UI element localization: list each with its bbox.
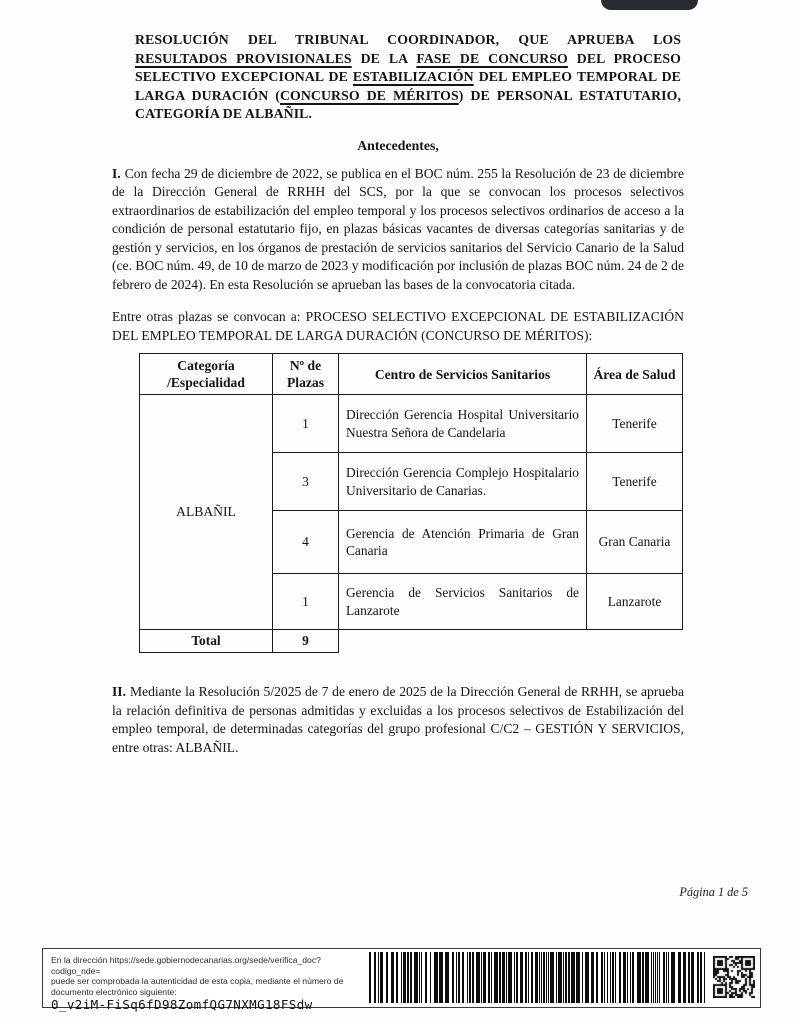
- verification-footer: [42, 948, 761, 1013]
- qr-code-icon: [713, 956, 755, 998]
- floating-overlay-fragment[interactable]: [601, 0, 698, 10]
- area-cell: Tenerife: [587, 453, 683, 511]
- plazas-table: [139, 353, 683, 653]
- paragraph-1-text: Con fecha 29 de diciembre de 2022, se publica en el BOC núm. 255 la Resolución de 23 de diciembre de la Dirección General de RRHH del SCS, por la que se convocan los procesos selectivos extraordinarios de estabilización del empleo temporal y los procesos selectivos ordinarios de acceso a la condición de personal estatutario fijo, en plazas básicas vacantes de diversas categorías sanitarias y de gestión y servicios, en los órganos de prestación de servicios sanitarios del Servicio Canario de la Salud (ce. BOC núm. 49, de 10 de marzo de 2023 y modificación por inclusión de plazas BOC núm. 24 de 2 de febrero de 2024). En esta Resolución se aprueban las bases de la convocatoria citada.: [112, 165, 684, 292]
- table-row: [140, 395, 683, 453]
- paragraph-3: [112, 683, 684, 757]
- paragraph-2: Entre otras plazas se convocan a: PROCESO SELECTIVO EXCEPCIONAL DE ESTABILIZACIÓN DEL EMPLEO TEMPORAL DE LARGA DURACIÓN (CONCURSO DE MÉRITOS):: [112, 309, 684, 343]
- empty-cell: [339, 630, 683, 653]
- barcode-icon: [369, 952, 711, 1003]
- verification-line: En la dirección https://sede.gobiernodecanarias.org/sede/verifica_doc?codigo_nde=: [51, 955, 321, 976]
- document-body: [112, 31, 684, 757]
- total-value-cell: 9: [273, 630, 339, 653]
- centro-cell: Dirección Gerencia Complejo Hospitalario Universitario de Canarias.: [339, 453, 587, 511]
- document-code: 0_v2iM-FiSq6fD98ZomfQG7NXMG18FSdw: [51, 997, 313, 1013]
- document-title: RESOLUCIÓN DEL TRIBUNAL COORDINADOR, QUE APRUEBA LOS RESULTADOS PROVISIONALES DE LA FASE DE CONCURSO DEL PROCESO SELECTIVO EXCEPCIONAL DE ESTABILIZACIÓN DEL EMPLEO TEMPORAL DE LARGA DURACIÓN (CONCURSO DE MÉRITOS) DE PERSONAL ESTATUTARIO, CATEGORÍA DE ALBAÑIL.: [135, 32, 682, 122]
- category-cell: ALBAÑIL: [140, 395, 273, 630]
- verification-line: documento electrónico siguiente:: [51, 986, 177, 997]
- total-label-cell: Total: [140, 630, 273, 653]
- plazas-cell: 1: [273, 395, 339, 453]
- area-cell: Lanzarote: [587, 574, 683, 630]
- verification-line: puede ser comprobada la autenticidad de esta copia, mediante el número de: [51, 976, 344, 987]
- paragraph-1: [112, 165, 684, 295]
- header-plazas: Nº de Plazas: [273, 354, 339, 395]
- table-header-row: [140, 354, 683, 395]
- area-cell: Gran Canaria: [587, 511, 683, 574]
- header-centro: Centro de Servicios Sanitarios: [339, 354, 587, 395]
- centro-cell: Dirección Gerencia Hospital Universitario Nuestra Señora de Candelaria: [339, 395, 587, 453]
- centro-cell: Gerencia de Atención Primaria de Gran Canaria: [339, 511, 587, 574]
- header-area: Área de Salud: [587, 354, 683, 395]
- table-total-row: [140, 630, 683, 653]
- plazas-cell: 1: [273, 574, 339, 630]
- paragraph-1-numeral: I.: [112, 165, 121, 181]
- plazas-cell: 3: [273, 453, 339, 511]
- header-categoria: Categoría /Especialidad: [140, 354, 273, 395]
- antecedentes-heading: Antecedentes,: [357, 137, 439, 153]
- plazas-cell: 4: [273, 511, 339, 574]
- paragraph-3-text: Mediante la Resolución 5/2025 de 7 de enero de 2025 de la Dirección General de RRHH, se aprueba la relación definitiva de personas admitidas y excluidas a los procesos selectivos de Estabilización del empleo temporal, de determinadas categorías del grupo profesional C/C2 – GESTIÓN Y SERVICIOS, entre otras: ALBAÑIL.: [112, 684, 684, 755]
- centro-cell: Gerencia de Servicios Sanitarios de Lanzarote: [339, 574, 587, 630]
- page-number: Página 1 de 5: [679, 885, 748, 899]
- area-cell: Tenerife: [587, 395, 683, 453]
- verification-text: [51, 955, 366, 1011]
- paragraph-3-numeral: II.: [112, 684, 126, 700]
